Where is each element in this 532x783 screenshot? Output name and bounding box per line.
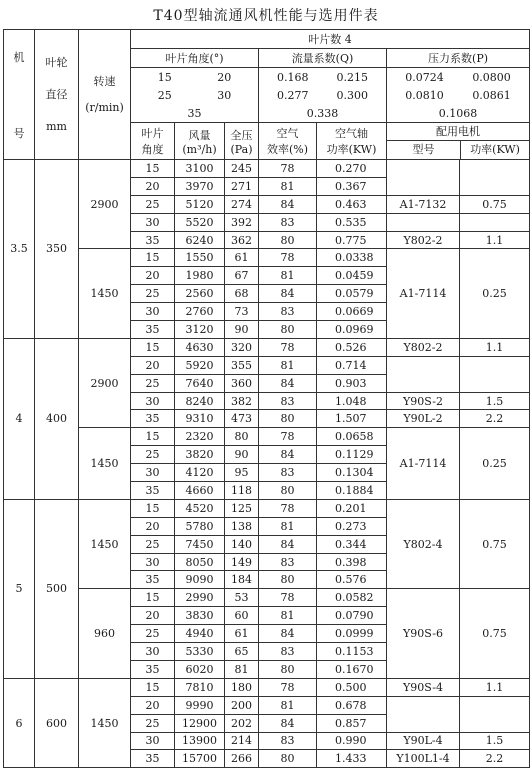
blade-angle-cell: 20 [131,517,175,535]
blade-angle-cell: 35 [131,410,175,428]
shaft-power-cell: 0.775 [317,231,387,249]
angle-row-2: 25 30 [131,86,259,104]
efficiency-cell: 83 [259,643,317,661]
total-pressure-cell: 73 [225,303,259,321]
shaft-power-cell: 0.463 [317,195,387,213]
air-flow-cell: 8240 [175,392,225,410]
total-pressure-cell: 184 [225,571,259,589]
machine-number: 5 [4,499,35,678]
efficiency-cell: 80 [259,321,317,339]
rotation-speed: 2900 [79,160,131,249]
pressure-row-3: 0.1068 [387,104,530,123]
blade-angle-cell: 25 [131,535,175,553]
efficiency-cell: 83 [259,392,317,410]
total-pressure-cell: 90 [225,446,259,464]
motor-model-cell: Y90S-6 [387,589,460,678]
sub-motor: 配用电机 型号 功率(KW) [387,123,530,160]
rotation-speed: 1450 [79,499,131,588]
air-flow-cell: 5520 [175,213,225,231]
impeller-diameter: 350 [35,160,79,339]
blade-angle-cell: 20 [131,177,175,195]
efficiency-cell: 81 [259,356,317,374]
efficiency-cell: 81 [259,517,317,535]
air-flow-cell: 2990 [175,589,225,607]
blade-angle-cell: 35 [131,571,175,589]
table-row [4,499,530,517]
header-machine-no: 机 号 [4,30,35,160]
total-pressure-cell: 214 [225,732,259,750]
efficiency-cell: 84 [259,374,317,392]
efficiency-cell: 83 [259,732,317,750]
air-flow-cell: 8050 [175,553,225,571]
efficiency-cell: 83 [259,303,317,321]
shaft-power-cell: 0.201 [317,499,387,517]
shaft-power-cell: 0.535 [317,213,387,231]
motor-power-cell: 1.5 [460,392,530,410]
total-pressure-cell: 140 [225,535,259,553]
motor-power-cell: 0.75 [460,499,530,588]
air-flow-cell: 6240 [175,231,225,249]
air-flow-cell: 5780 [175,517,225,535]
motor-power-cell: 1.1 [460,338,530,356]
header-impeller-diameter: 叶轮 直径 mm [35,30,79,160]
air-flow-cell: 5330 [175,643,225,661]
efficiency-cell: 80 [259,750,317,768]
total-pressure-cell: 149 [225,553,259,571]
motor-model-cell: Y802-2 [387,231,460,249]
total-pressure-cell: 200 [225,696,259,714]
total-pressure-cell: 118 [225,482,259,500]
rotation-speed: 1450 [79,428,131,500]
shaft-power-cell: 0.0790 [317,607,387,625]
rotation-speed: 1450 [79,678,131,767]
efficiency-cell: 80 [259,660,317,678]
efficiency-cell: 78 [259,338,317,356]
blade-angle-cell: 25 [131,285,175,303]
air-flow-cell: 2320 [175,428,225,446]
machine-number: 4 [4,338,35,499]
shaft-power-cell: 0.367 [317,177,387,195]
total-pressure-cell: 68 [225,285,259,303]
motor-power-cell: 1.1 [460,231,530,249]
blade-angle-cell: 15 [131,338,175,356]
air-flow-cell: 6020 [175,660,225,678]
efficiency-cell: 84 [259,446,317,464]
efficiency-cell: 78 [259,589,317,607]
total-pressure-cell: 61 [225,249,259,267]
air-flow-cell: 4520 [175,499,225,517]
efficiency-cell: 80 [259,482,317,500]
sub-flow: 风量 (m³/h) [175,123,225,160]
motor-power-cell: 0.75 [460,589,530,678]
header-flow-coef: 流量系数(Q) [259,49,387,68]
motor-model-cell: A1-7114 [387,428,460,500]
header-blade-count: 叶片数 4 [131,30,530,49]
table-row [4,249,530,267]
efficiency-cell: 78 [259,160,317,178]
blade-angle-cell: 20 [131,356,175,374]
motor-model-cell: A1-7132 [387,195,460,213]
air-flow-cell: 3100 [175,160,225,178]
efficiency-cell: 81 [259,177,317,195]
pressure-row-2: 0.0810 0.0861 [387,86,530,104]
total-pressure-cell: 60 [225,607,259,625]
motor-power-cell: 0.25 [460,428,530,500]
efficiency-cell: 78 [259,678,317,696]
blade-angle-cell: 20 [131,267,175,285]
shaft-power-cell: 0.270 [317,160,387,178]
shaft-power-cell: 0.1884 [317,482,387,500]
air-flow-cell: 3120 [175,321,225,339]
total-pressure-cell: 382 [225,392,259,410]
air-flow-cell: 5920 [175,356,225,374]
efficiency-cell: 84 [259,625,317,643]
air-flow-cell: 3830 [175,607,225,625]
motor-power-cell: 0.75 [460,195,530,213]
total-pressure-cell: 180 [225,678,259,696]
blade-angle-cell: 15 [131,160,175,178]
air-flow-cell: 4120 [175,464,225,482]
shaft-power-cell: 0.398 [317,553,387,571]
angle-row-1: 15 20 [131,68,259,87]
air-flow-cell: 5120 [175,195,225,213]
motor-power-cell: 2.2 [460,410,530,428]
air-flow-cell: 7810 [175,678,225,696]
blade-angle-cell: 25 [131,195,175,213]
efficiency-cell: 80 [259,571,317,589]
motor-model-cell: Y100L1-4 [387,750,460,768]
air-flow-cell: 9090 [175,571,225,589]
motor-power-cell [460,213,530,231]
shaft-power-cell: 0.1670 [317,660,387,678]
total-pressure-cell: 362 [225,231,259,249]
motor-model-cell: A1-7114 [387,249,460,338]
total-pressure-cell: 473 [225,410,259,428]
total-pressure-cell: 266 [225,750,259,768]
blade-angle-cell: 30 [131,213,175,231]
blade-angle-cell: 35 [131,750,175,768]
shaft-power-cell: 0.526 [317,338,387,356]
blade-angle-cell: 25 [131,625,175,643]
efficiency-cell: 84 [259,285,317,303]
impeller-diameter: 500 [35,499,79,678]
motor-power-cell: 2.2 [460,750,530,768]
total-pressure-cell: 320 [225,338,259,356]
shaft-power-cell: 0.344 [317,535,387,553]
blade-angle-cell: 25 [131,374,175,392]
motor-model-cell [387,213,460,231]
motor-power-cell: 1.5 [460,732,530,750]
table-row [4,428,530,446]
shaft-power-cell: 0.1304 [317,464,387,482]
machine-number: 6 [4,678,35,767]
sub-pressure: 全压 (Pa) [225,123,259,160]
efficiency-cell: 80 [259,231,317,249]
blade-angle-cell: 35 [131,321,175,339]
total-pressure-cell: 80 [225,428,259,446]
total-pressure-cell: 95 [225,464,259,482]
angle-row-3: 35 [131,104,259,123]
blade-angle-cell: 25 [131,446,175,464]
motor-model-cell: Y90L-2 [387,410,460,428]
total-pressure-cell: 90 [225,321,259,339]
total-pressure-cell: 360 [225,374,259,392]
blade-angle-cell: 15 [131,249,175,267]
header-speed: 转速 (r/min) [79,30,131,160]
flow-row-1: 0.168 0.215 [259,68,387,87]
motor-power-cell: 1.1 [460,678,530,696]
shaft-power-cell: 1.433 [317,750,387,768]
efficiency-cell: 78 [259,249,317,267]
total-pressure-cell: 245 [225,160,259,178]
efficiency-cell: 84 [259,535,317,553]
rotation-speed: 2900 [79,338,131,427]
sub-blade-angle: 叶片 角度 [131,123,175,160]
header-pressure-coef: 压力系数(P) [387,49,530,68]
air-flow-cell: 7640 [175,374,225,392]
efficiency-cell: 83 [259,213,317,231]
shaft-power-cell: 0.0579 [317,285,387,303]
shaft-power-cell: 0.0969 [317,321,387,339]
motor-model-cell: Y90S-4 [387,678,460,696]
flow-row-2: 0.277 0.300 [259,86,387,104]
shaft-power-cell: 0.0658 [317,428,387,446]
total-pressure-cell: 271 [225,177,259,195]
efficiency-cell: 83 [259,553,317,571]
total-pressure-cell: 125 [225,499,259,517]
motor-model-cell [387,160,460,196]
motor-power-cell [460,160,530,196]
air-flow-cell: 1550 [175,249,225,267]
motor-power-cell: 0.25 [460,249,530,338]
rotation-speed: 1450 [79,249,131,338]
header-blade-angle: 叶片角度(°) [131,49,259,68]
flow-row-3: 0.338 [259,104,387,123]
total-pressure-cell: 138 [225,517,259,535]
total-pressure-cell: 202 [225,714,259,732]
blade-angle-cell: 30 [131,464,175,482]
efficiency-cell: 81 [259,267,317,285]
efficiency-cell: 81 [259,696,317,714]
table-row [4,338,530,356]
machine-number: 3.5 [4,160,35,339]
motor-power-cell [460,696,530,732]
motor-model-cell [387,356,460,392]
table-row [4,160,530,178]
efficiency-cell: 84 [259,714,317,732]
sub-efficiency: 空气 效率(%) [259,123,317,160]
blade-angle-cell: 30 [131,553,175,571]
blade-angle-cell: 30 [131,303,175,321]
total-pressure-cell: 67 [225,267,259,285]
sub-shaft-power: 空气轴 功率(KW) [317,123,387,160]
air-flow-cell: 15700 [175,750,225,768]
air-flow-cell: 7450 [175,535,225,553]
blade-angle-cell: 15 [131,428,175,446]
total-pressure-cell: 65 [225,643,259,661]
page-title: T40型轴流通风机性能与选用件表 [153,8,379,24]
shaft-power-cell: 0.714 [317,356,387,374]
total-pressure-cell: 53 [225,589,259,607]
air-flow-cell: 2760 [175,303,225,321]
air-flow-cell: 4660 [175,482,225,500]
shaft-power-cell: 0.857 [317,714,387,732]
shaft-power-cell: 0.903 [317,374,387,392]
blade-angle-cell: 20 [131,607,175,625]
motor-power-cell [460,356,530,392]
table-row [4,678,530,696]
shaft-power-cell: 0.500 [317,678,387,696]
air-flow-cell: 12900 [175,714,225,732]
shaft-power-cell: 0.1153 [317,643,387,661]
shaft-power-cell: 0.576 [317,571,387,589]
air-flow-cell: 3820 [175,446,225,464]
blade-angle-cell: 15 [131,589,175,607]
total-pressure-cell: 274 [225,195,259,213]
shaft-power-cell: 0.990 [317,732,387,750]
blade-angle-cell: 20 [131,696,175,714]
air-flow-cell: 13900 [175,732,225,750]
motor-model-cell [387,696,460,732]
blade-angle-cell: 30 [131,643,175,661]
blade-angle-cell: 30 [131,392,175,410]
blade-angle-cell: 30 [131,732,175,750]
total-pressure-cell: 392 [225,213,259,231]
air-flow-cell: 3970 [175,177,225,195]
shaft-power-cell: 1.507 [317,410,387,428]
impeller-diameter: 600 [35,678,79,767]
blade-angle-cell: 35 [131,231,175,249]
shaft-power-cell: 0.0459 [317,267,387,285]
air-flow-cell: 1980 [175,267,225,285]
air-flow-cell: 9990 [175,696,225,714]
table-row [4,589,530,607]
efficiency-cell: 84 [259,195,317,213]
motor-model-cell: Y802-2 [387,338,460,356]
pressure-row-1: 0.0724 0.0800 [387,68,530,87]
total-pressure-cell: 355 [225,356,259,374]
motor-model-cell: Y802-4 [387,499,460,588]
blade-angle-cell: 35 [131,482,175,500]
air-flow-cell: 2560 [175,285,225,303]
efficiency-cell: 78 [259,499,317,517]
shaft-power-cell: 0.0999 [317,625,387,643]
motor-model-cell: Y90S-2 [387,392,460,410]
blade-angle-cell: 35 [131,660,175,678]
shaft-power-cell: 1.048 [317,392,387,410]
shaft-power-cell: 0.678 [317,696,387,714]
shaft-power-cell: 0.0669 [317,303,387,321]
blade-angle-cell: 15 [131,499,175,517]
shaft-power-cell: 0.0338 [317,249,387,267]
shaft-power-cell: 0.1129 [317,446,387,464]
impeller-diameter: 400 [35,338,79,499]
efficiency-cell: 83 [259,464,317,482]
total-pressure-cell: 61 [225,625,259,643]
air-flow-cell: 4940 [175,625,225,643]
efficiency-cell: 78 [259,428,317,446]
efficiency-cell: 80 [259,410,317,428]
blade-angle-cell: 15 [131,678,175,696]
shaft-power-cell: 0.0582 [317,589,387,607]
rotation-speed: 960 [79,589,131,678]
air-flow-cell: 4630 [175,338,225,356]
motor-model-cell: Y90L-4 [387,732,460,750]
performance-table [3,29,530,768]
air-flow-cell: 9310 [175,410,225,428]
blade-angle-cell: 25 [131,714,175,732]
total-pressure-cell: 81 [225,660,259,678]
shaft-power-cell: 0.273 [317,517,387,535]
efficiency-cell: 81 [259,607,317,625]
